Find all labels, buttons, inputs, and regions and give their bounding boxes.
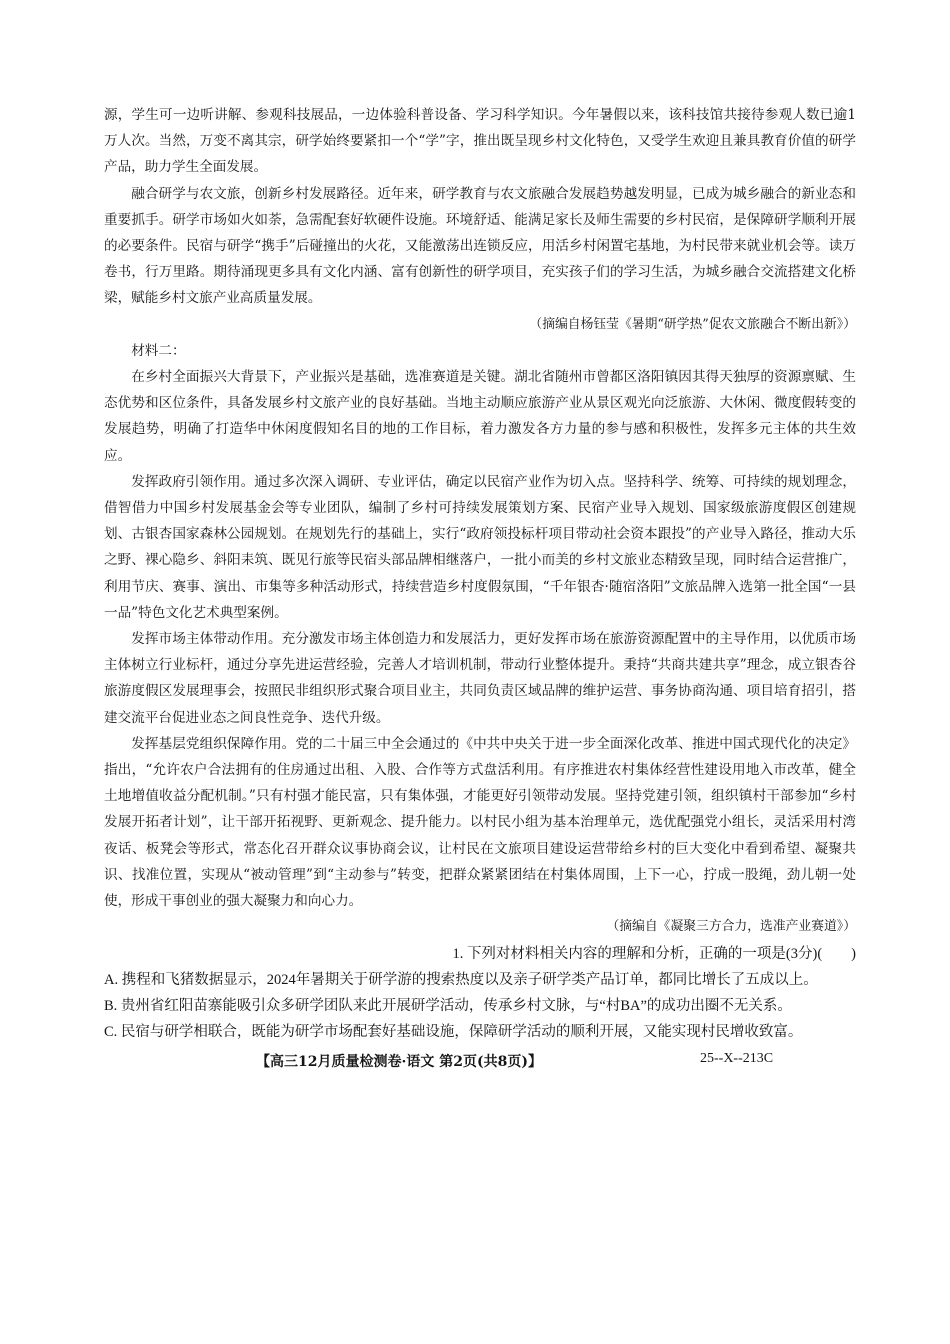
material-one-source: （摘编自杨钰莹《暑期“研学热”促农文旅融合不断出新》）	[529, 316, 856, 332]
material-one-continuation: 源，学生可一边听讲解、参观科技展品，一边体验科普设备、学习科学知识。今年暑假以来，该科技馆共接待参观人数已逾1万人次。当然，万变不离其宗，研学始终要紧扣一个“学”字，推出既呈现乡村文化特色，又受学生欢迎且兼具教育价值的研学产品，助力学生全面发展。	[104, 107, 856, 176]
material-two-paragraph: 发挥政府引领作用。通过多次深入调研、专业评估，确定以民宿产业作为切入点。坚持科学、统筹、可持续的规划理念，借智借力中国乡村发展基金会等专业团队，编制了乡村可持续发展策划方案、民宿产业导入规划、国家级旅游度假区创建规划、古银杏国家森林公园规划。在规划先行的基础上，实行“政府领投标杆项目带动社会资本跟投”的产业导入路径，推动大乐之野、裸心隐乡、斜阳耒筑、既见行旅等民宿头部品牌相继落户，一批小而美的乡村文旅业态精致呈现，同时结合运营推广，利用节庆、赛事、演出、市集等多种活动形式，持续营造乡村度假氛围，“千年银杏·随宿洛阳”文旅品牌入选第一批全国“一县一品”特色文化艺术典型案例。	[104, 473, 856, 621]
material-two-paragraph: 发挥基层党组织保障作用。党的二十届三中全会通过的《中共中央关于进一步全面深化改革、推进中国式现代化的决定》指出，“允许农户合法拥有的住房通过出租、入股、合作等方式盘活利用。有序推进农村集体经营性建设用地入市改革，健全土地增值收益分配机制。”只有村强才能民富，只有集体强，才能更好引领带动发展。坚持党建引领，组织镇村干部参加“乡村发展开拓者计划”，让干部开拓视野、更新观念、提升能力。以村民小组为基本治理单元，选优配强党小组长，灵活采用村湾夜话、板凳会等形式，常态化召开群众议事协商会议，让村民在文旅项目建设运营带给乡村的巨大变化中看到希望、凝聚共识、找准位置，实现从“被动管理”到“主动参与”转变，把群众紧紧团结在村集体周围，上下一心，拧成一股绳，劲儿朝一处使，形成干事创业的强大凝聚力和向心力。	[104, 735, 856, 910]
question-option-a: A. 携程和飞猪数据显示，2024年暑期关于研学游的搜索热度以及亲子研学类产品订单，都同比增长了五成以上。	[104, 971, 818, 988]
question-option-c: C. 民宿与研学相联合，既能为研学市场配套好基础设施，保障研学活动的顺利开展，又能实现村民增收致富。	[104, 1023, 803, 1040]
material-one-paragraph-2: 融合研学与农文旅，创新乡村发展路径。近年来，研学教育与农文旅融合发展趋势越发明显，已成为城乡融合的新业态和重要抓手。研学市场如火如荼，急需配套好软硬件设施。环境舒适、能满足家长及师生需要的乡村民宿，是保障研学顺利开展的必要条件。民宿与研学“携手”后碰撞出的火花，又能激荡出连锁反应，用活乡村闲置宅基地，为村民带来就业机会等。读万卷书，行万里路。期待涌现更多具有文化内涵、富有创新性的研学项目，充实孩子们的学习生活，为城乡融合交流搭建文化桥梁，赋能乡村文旅产业高质量发展。	[104, 185, 856, 307]
question-stem: 1. 下列对材料相关内容的理解和分析，正确的一项是(3分)( )	[452, 945, 856, 962]
question-option-b: B. 贵州省红阳苗寨能吸引众多研学团队来此开展研学活动，传承乡村文脉，与“村BA”的成功出圈不无关系。	[104, 997, 792, 1014]
material-two-paragraph: 发挥市场主体带动作用。充分激发市场主体创造力和发展活力，更好发挥市场在旅游资源配置中的主导作用，以优质市场主体树立行业标杆，通过分享先进运营经验，完善人才培训机制，带动行业整体提升。秉持“共商共建共享”理念，成立银杏谷旅游度假区发展理事会，按照民非组织形式聚合项目业主，共同负责区域品牌的维护运营、事务协商沟通、项目培育招引，搭建交流平台促进业态之间良性竞争、迭代升级。	[104, 631, 856, 726]
material-two-paragraph: 在乡村全面振兴大背景下，产业振兴是基础，选准赛道是关键。湖北省随州市曾都区洛阳镇因其得天独厚的资源禀赋、生态优势和区位条件，具备发展乡村文旅产业的良好基础。当地主动顺应旅游产业从景区观光向泛旅游、大休闲、微度假转变的发展趋势，明确了打造华中休闲度假知名目的地的工作目标，着力激发各方力量的参与感和积极性，发挥多元主体的共生效应。	[104, 369, 856, 464]
material-two-label: 材料二：	[131, 342, 186, 359]
material-two-source: （摘编自《凝聚三方合力，选准产业赛道》）	[606, 919, 856, 935]
footer-title: 【高三12月质量检测卷·语文 第2页(共8页)】	[256, 1054, 542, 1070]
footer-code: 25--X--213C	[700, 1051, 774, 1066]
exam-page	[104, 102, 856, 1045]
